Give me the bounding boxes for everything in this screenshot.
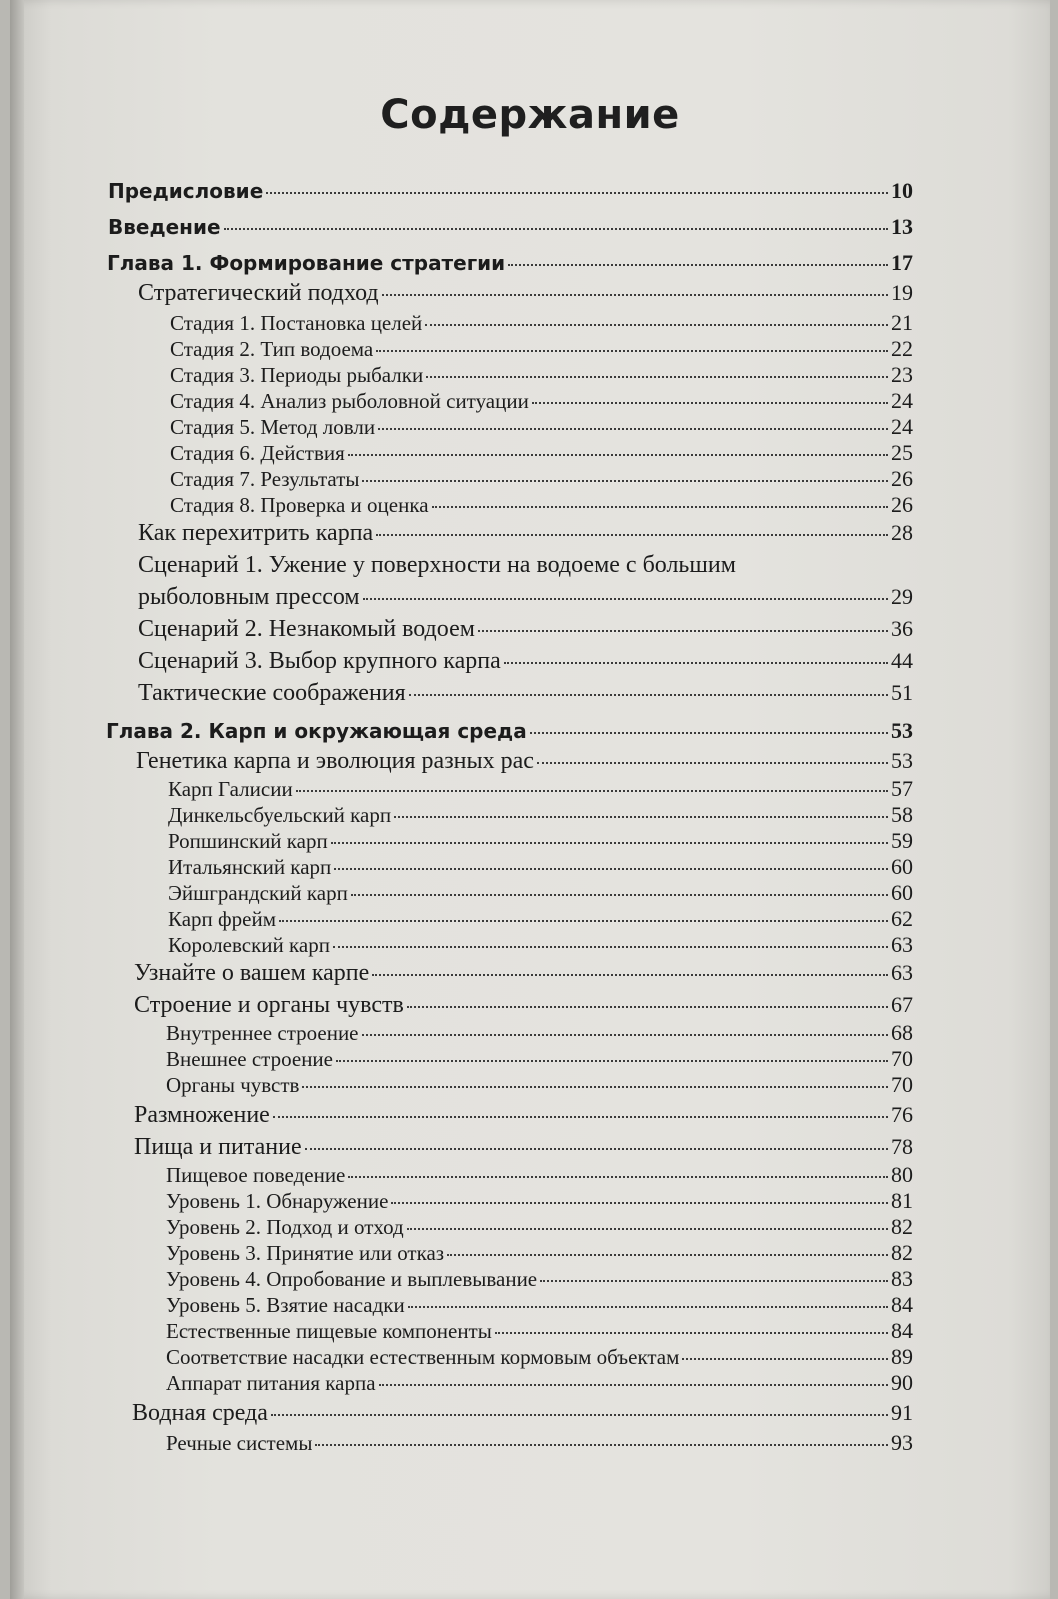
toc-entry-title: Стадия 3. Периоды рыбалки	[170, 363, 424, 387]
toc-entry	[170, 362, 913, 388]
toc-entry-title: Эйшграндский карп	[168, 881, 348, 905]
leader-dots	[495, 1332, 888, 1334]
toc-entry	[168, 932, 913, 958]
leader-dots	[336, 1060, 888, 1062]
book-page	[10, 0, 1050, 1599]
toc-entry-title: Уровень 2. Подход и отход	[166, 1215, 404, 1239]
toc-entry-title: Карп Галисии	[168, 777, 293, 801]
toc-entry-title: Естественные пищевые компоненты	[166, 1319, 492, 1343]
toc-entry-page: 60	[891, 880, 913, 905]
leader-dots	[334, 868, 888, 870]
leader-dots	[379, 1384, 888, 1386]
toc-entry	[138, 680, 913, 707]
toc-entry-page: 63	[891, 932, 913, 957]
toc-entry-page: 63	[891, 960, 913, 985]
toc-entry	[168, 802, 913, 828]
toc-entry-page: 80	[891, 1162, 913, 1187]
toc-entry-title: Стадия 4. Анализ рыболовной ситуации	[170, 389, 529, 413]
toc-entry-page: 83	[891, 1266, 913, 1291]
toc-entry-title: Водная среда	[132, 1400, 268, 1426]
toc-entry	[166, 1240, 913, 1266]
toc-entry-title: Узнайте о вашем карпе	[134, 960, 370, 986]
toc-entry	[168, 828, 913, 854]
toc-entry	[134, 1134, 913, 1161]
toc-entry-title: Стадия 8. Проверка и оценка	[170, 493, 429, 517]
toc-entry-page: 90	[891, 1370, 913, 1395]
leader-dots	[363, 598, 888, 600]
toc-entry	[170, 492, 913, 518]
leader-dots	[333, 946, 888, 948]
leader-dots	[432, 506, 888, 508]
toc-entry-page: 81	[891, 1188, 913, 1213]
toc-entry-page: 76	[891, 1102, 913, 1127]
toc-entry-page: 36	[891, 616, 913, 641]
toc-entry	[166, 1430, 913, 1456]
toc-entry-page: 24	[891, 388, 913, 413]
toc-entry-page: 91	[891, 1400, 913, 1425]
toc-entry-page: 67	[891, 992, 913, 1017]
toc-entry	[170, 414, 913, 440]
toc-entry	[138, 584, 913, 611]
toc-entry-page: 13	[891, 214, 913, 239]
toc-entry-title: Уровень 5. Взятие насадки	[166, 1293, 405, 1317]
leader-dots	[530, 732, 888, 734]
toc-entry	[134, 1102, 913, 1129]
toc-entry	[134, 960, 913, 987]
toc-entry-page: 78	[891, 1134, 913, 1159]
toc-entry-page: 58	[891, 802, 913, 827]
toc-entry-title: Пища и питание	[134, 1134, 302, 1160]
toc-entry-title: Глава 1. Формирование стратегии	[107, 251, 506, 275]
toc-entry	[168, 776, 913, 802]
toc-entry-title: Строение и органы чувств	[134, 992, 404, 1018]
toc-entry-page: 59	[891, 828, 913, 853]
leader-dots	[407, 1228, 888, 1230]
leader-dots	[408, 1306, 888, 1308]
toc-entry-page: 84	[891, 1318, 913, 1343]
leader-dots	[271, 1414, 888, 1416]
toc-entry-title: Стадия 1. Постановка целей	[170, 311, 423, 335]
leader-dots	[409, 694, 888, 696]
toc-entry-page: 84	[891, 1292, 913, 1317]
toc-entry-title: Внешнее строение	[166, 1047, 333, 1071]
toc-entry	[138, 616, 913, 643]
toc-entry-title: Сценарий 3. Выбор крупного карпа	[138, 648, 501, 674]
toc-entry-title: Итальянский карп	[168, 855, 332, 879]
toc-entry-page: 44	[891, 648, 913, 673]
leader-dots	[376, 350, 888, 352]
leader-dots	[362, 480, 888, 482]
leader-dots	[532, 402, 888, 404]
toc-entry	[136, 748, 913, 775]
leader-dots	[305, 1148, 888, 1150]
toc-entry	[168, 880, 913, 906]
leader-dots	[351, 894, 888, 896]
toc-entry	[166, 1162, 913, 1188]
toc-entry	[170, 466, 913, 492]
toc-entry-page: 82	[891, 1240, 913, 1265]
toc-entry	[134, 992, 913, 1019]
toc-entry	[166, 1266, 913, 1292]
leader-dots	[391, 1202, 888, 1204]
toc-entry	[166, 1020, 913, 1046]
toc-entry-page: 62	[891, 906, 913, 931]
toc-entry-title: Сценарий 2. Незнакомый водоем	[138, 616, 475, 642]
leader-dots	[331, 842, 888, 844]
toc-entry-title: Глава 2. Карп и окружающая среда	[106, 719, 527, 743]
toc-entry-page: 10	[891, 178, 913, 203]
toc-entry	[132, 1400, 913, 1427]
toc-entry	[170, 388, 913, 414]
toc-entry-title: Уровень 1. Обнаружение	[166, 1189, 389, 1213]
toc-entry	[166, 1370, 913, 1396]
leader-dots	[537, 762, 888, 764]
toc-entry-page: 51	[891, 680, 913, 705]
toc-entry	[166, 1072, 913, 1098]
leader-dots	[425, 324, 888, 326]
toc-entry-title: Стратегический подход	[138, 280, 379, 306]
toc-entry-page: 70	[891, 1072, 913, 1097]
toc-entry-page: 82	[891, 1214, 913, 1239]
toc-entry-title: Стадия 6. Действия	[170, 441, 345, 465]
leader-dots	[504, 662, 888, 664]
leader-dots	[273, 1116, 888, 1118]
toc-entry-page: 23	[891, 362, 913, 387]
toc-entry-page: 29	[891, 584, 913, 609]
leader-dots	[540, 1280, 888, 1282]
toc-entry-title: Введение	[108, 215, 221, 239]
toc-entry	[138, 280, 913, 307]
toc-entry-title: Ропшинский карп	[168, 829, 328, 853]
toc-entry	[168, 854, 913, 880]
toc-entry-title: Пищевое поведение	[166, 1163, 346, 1187]
toc-entry-title: Генетика карпа и эволюция разных рас	[136, 748, 534, 774]
toc-entry-title: Как перехитрить карпа	[138, 520, 374, 546]
leader-dots	[266, 192, 888, 194]
toc-entry-title: Уровень 4. Опробование и выплевывание	[166, 1267, 538, 1291]
leader-dots	[426, 376, 888, 378]
toc-entry	[166, 1046, 913, 1072]
leader-dots	[348, 454, 888, 456]
leader-dots	[682, 1358, 888, 1360]
toc-entry-title-line2: рыболовным прессом	[138, 584, 360, 610]
toc-entry-title: Размножение	[134, 1102, 270, 1128]
toc-entry	[166, 1318, 913, 1344]
toc-entry-page: 26	[891, 492, 913, 517]
page-binding-shadow	[10, 0, 24, 1599]
leader-dots	[302, 1086, 888, 1088]
toc-entry-title-line1: Сценарий 1. Ужение у поверхности на водоеме с большим	[138, 552, 736, 578]
toc-entry	[166, 1292, 913, 1318]
toc-entry-page: 68	[891, 1020, 913, 1045]
toc-entry-page: 22	[891, 336, 913, 361]
toc-entry-page: 19	[891, 280, 913, 305]
toc-entry-title: Стадия 5. Метод ловли	[170, 415, 376, 439]
leader-dots	[362, 1034, 889, 1036]
toc-entry-title: Динкельсбуельский карп	[168, 803, 392, 827]
leader-dots	[394, 816, 888, 818]
toc-entry-page: 89	[891, 1344, 913, 1369]
toc-entry-title: Соответствие насадки естественным кормовым объектам	[166, 1345, 680, 1369]
toc-entry-title: Внутреннее строение	[166, 1021, 359, 1045]
leader-dots	[382, 294, 888, 296]
toc-entry-title: Аппарат питания карпа	[166, 1371, 376, 1395]
toc-entry-page: 53	[891, 748, 913, 773]
toc-entry	[166, 1188, 913, 1214]
toc-entry-page: 60	[891, 854, 913, 879]
toc-entry	[166, 1344, 913, 1370]
toc-entry	[138, 648, 913, 675]
leader-dots	[348, 1176, 888, 1178]
page-title: Содержание	[380, 92, 680, 138]
toc-entry	[170, 336, 913, 362]
toc-entry-page: 28	[891, 520, 913, 545]
leader-dots	[224, 228, 888, 230]
toc-entry-title: Тактические соображения	[138, 680, 406, 706]
toc-entry	[170, 310, 913, 336]
toc-entry-title: Уровень 3. Принятие или отказ	[166, 1241, 445, 1265]
toc-entry	[108, 214, 913, 240]
toc-entry-title: Стадия 2. Тип водоема	[170, 337, 374, 361]
toc-entry	[108, 178, 913, 204]
toc-entry-page: 24	[891, 414, 913, 439]
leader-dots	[279, 920, 888, 922]
leader-dots	[508, 264, 888, 266]
toc-entry	[138, 520, 913, 547]
toc-entry	[166, 1214, 913, 1240]
leader-dots	[478, 630, 888, 632]
toc-entry	[170, 440, 913, 466]
toc-entry	[107, 250, 913, 276]
leader-dots	[447, 1254, 888, 1256]
toc-entry-title: Речные системы	[166, 1431, 313, 1455]
toc-entry	[168, 906, 913, 932]
toc-entry-page: 93	[891, 1430, 913, 1455]
toc-entry-title: Предисловие	[108, 179, 264, 203]
leader-dots	[296, 790, 888, 792]
toc-entry-title: Карп фрейм	[168, 907, 276, 931]
toc-entry-page: 25	[891, 440, 913, 465]
toc-entry-title: Органы чувств	[166, 1073, 300, 1097]
toc-entry-page: 26	[891, 466, 913, 491]
toc-entry	[106, 718, 913, 744]
toc-entry-page: 70	[891, 1046, 913, 1071]
toc-entry-page: 17	[891, 250, 913, 275]
toc-entry-page: 53	[891, 718, 913, 743]
toc-entry-page: 57	[891, 776, 913, 801]
leader-dots	[376, 534, 888, 536]
leader-dots	[315, 1444, 888, 1446]
toc-entry-title: Королевский карп	[168, 933, 330, 957]
leader-dots	[372, 974, 888, 976]
toc-entry-title: Стадия 7. Результаты	[170, 467, 360, 491]
leader-dots	[378, 428, 888, 430]
leader-dots	[407, 1006, 888, 1008]
toc-entry-page: 21	[891, 310, 913, 335]
